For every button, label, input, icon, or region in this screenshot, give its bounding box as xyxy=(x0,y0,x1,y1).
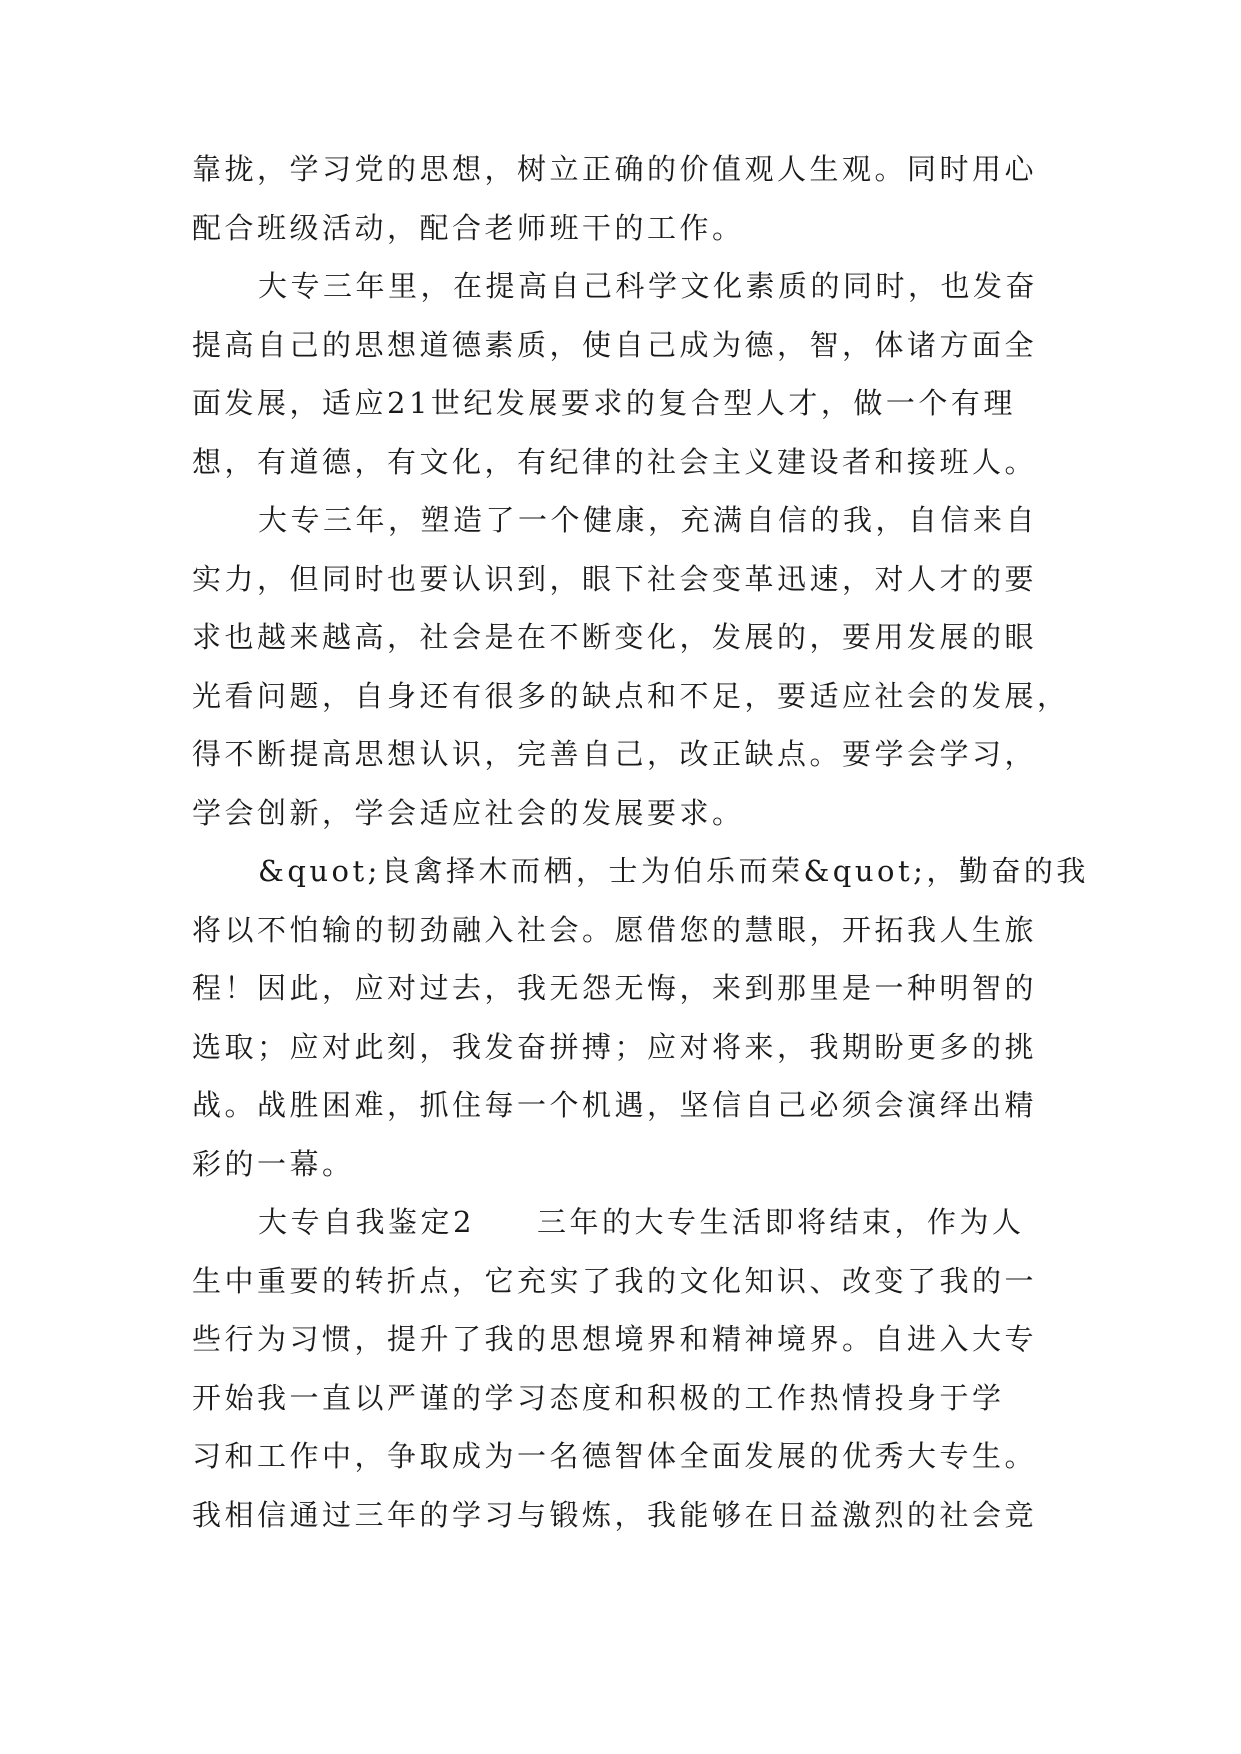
text-line: 选取；应对此刻，我发奋拼搏；应对将来，我期盼更多的挑 xyxy=(192,1029,1038,1064)
text-line: 想，有道德，有文化，有纪律的社会主义建设者和接班人。 xyxy=(192,444,1038,479)
text-line: 提高自己的思想道德素质，使自己成为德，智，体诸方面全 xyxy=(192,327,1038,362)
paragraph-first-line: &quot;良禽择木而栖，士为伯乐而荣&quot;，勤奋的我 xyxy=(258,854,1089,888)
text-line: 些行为习惯，提升了我的思想境界和精神境界。自进入大专 xyxy=(192,1322,1038,1356)
document-body xyxy=(192,140,1089,1544)
text-line: 我相信通过三年的学习与锻炼，我能够在日益激烈的社会竞 xyxy=(192,1497,1038,1532)
paragraph-first-line: 大专三年里，在提高自己科学文化素质的同时，也发奋 xyxy=(258,269,1039,303)
text-line: 面发展，适应21世纪发展要求的复合型人才，做一个有理 xyxy=(192,386,1016,420)
text-line: 程！因此，应对过去，我无怨无悔，来到那里是一种明智的 xyxy=(192,971,1038,1005)
text-line: 生中重要的转折点，它充实了我的文化知识、改变了我的一 xyxy=(192,1263,1038,1298)
text-line: 得不断提高思想认识，完善自己，改正缺点。要学会学习， xyxy=(192,737,1038,771)
text-line: 光看问题，自身还有很多的缺点和不足，要适应社会的发展， xyxy=(192,678,1070,713)
text-line: 求也越来越高，社会是在不断变化，发展的，要用发展的眼 xyxy=(192,620,1038,654)
text-line: 彩的一幕。 xyxy=(192,1146,355,1181)
text-line: 习和工作中，争取成为一名德智体全面发展的优秀大专生。 xyxy=(192,1439,1038,1473)
text-line: 战。战胜困难，抓住每一个机遇，坚信自己必须会演绎出精 xyxy=(192,1088,1038,1122)
section-heading: 大专自我鉴定2 xyxy=(258,1205,475,1239)
section-heading-line xyxy=(192,1193,1072,1252)
text-line: 开始我一直以严谨的学习态度和积极的工作热情投身于学 xyxy=(192,1380,1005,1415)
text-line: 配合班级活动，配合老师班干的工作。 xyxy=(192,210,745,245)
section-first-text: 三年的大专生活即将结束，作为人 xyxy=(536,1205,1025,1239)
text-line: 实力，但同时也要认识到，眼下社会变革迅速，对人才的要 xyxy=(192,561,1038,596)
paragraph-first-line: 大专三年，塑造了一个健康，充满自信的我，自信来自 xyxy=(258,503,1039,537)
text-line: 靠拢，学习党的思想，树立正确的价值观人生观。同时用心 xyxy=(192,152,1038,186)
text-line: 学会创新，学会适应社会的发展要求。 xyxy=(192,795,745,830)
text-line: 将以不怕输的韧劲融入社会。愿借您的慧眼，开拓我人生旅 xyxy=(192,912,1038,947)
